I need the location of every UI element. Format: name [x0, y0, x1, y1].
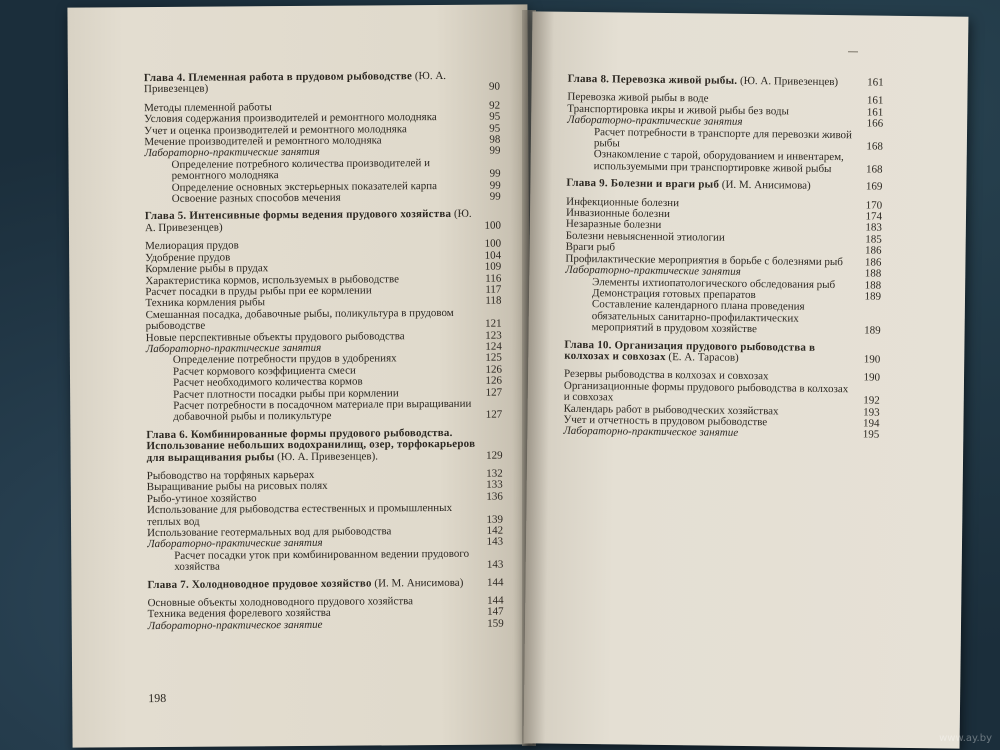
entry-title: Расчет потребности в транспорте для перевозки живой рыбы [593, 125, 853, 150]
entry-page-number: 116 [485, 272, 502, 285]
entry-title: Расчет потребности в посадочном материале при выращивании добавочной рыбы и поликультуре [173, 397, 472, 424]
entry-page-number: 159 [487, 617, 504, 630]
entry-title: Профилактические мероприятия в борьбе с болезнями рыб [565, 252, 843, 268]
chapter-section [144, 71, 501, 206]
chapter-title: Глава 7. Холодноводное прудовое хозяйство [147, 577, 372, 591]
entry-page-number: 161 [866, 106, 884, 119]
chapter-heading [145, 209, 501, 234]
toc-entry [567, 149, 883, 176]
chapter-section [563, 339, 880, 441]
chapter-section [146, 427, 503, 573]
chapter-page-number: 169 [865, 180, 883, 193]
entry-title: Выращивание рыбы на рисовых полях [146, 480, 328, 494]
chapter-title: Глава 4. Племенная работа в прудовом рыбоводстве [143, 70, 413, 85]
entry-page-number: 123 [485, 329, 502, 342]
entry-page-number: 147 [487, 606, 504, 619]
entry-page-number: 100 [484, 237, 502, 250]
chapter-heading [146, 427, 502, 464]
entry-page-number: 195 [862, 428, 880, 442]
chapter-title-block [566, 178, 856, 193]
entry-page-number: 188 [864, 278, 882, 292]
entry-page-number: 98 [489, 133, 501, 146]
left-page [67, 4, 532, 747]
chapter-heading [566, 178, 882, 193]
entry-title: Мелиорация прудов [145, 239, 239, 253]
entry-title: Расчет кормового коэффициента смеси [172, 364, 356, 378]
entry-title: Использование геотермальных вод для рыбоводства [147, 525, 392, 540]
chapter-page-number: 129 [486, 449, 503, 462]
practicum-heading: Лабораторно-практические занятия [567, 114, 743, 129]
entry-title: Болезни невыясненной этиологии [565, 229, 725, 244]
entry-title: Транспортировка икры и живой рыбы без воды [567, 102, 789, 118]
entry-page-number: 183 [865, 221, 882, 235]
entry-page-number: 143 [486, 558, 504, 571]
chapter-title: Глава 10. Организация прудового рыбоводства в колхозах и совхозах [564, 338, 816, 363]
entry-title: Враги рыб [565, 241, 616, 254]
entry-page-number: 118 [485, 294, 502, 308]
entry-title: Инвазионные болезни [565, 206, 670, 221]
print-mark [848, 51, 858, 52]
entry-page-number: 99 [489, 145, 501, 158]
entry-page-number: 99 [489, 179, 501, 192]
entry-title: Основные объекты холодноводного прудового хозяйства [147, 595, 414, 610]
entry-title: Характеристика кормов, используемых в рыбоводстве [145, 272, 400, 287]
toc-entry [563, 426, 879, 441]
chapter-author: (Ю. А. Привезенцев). [277, 450, 379, 463]
right-page [524, 11, 969, 748]
entry-page-number: 92 [489, 99, 501, 112]
practicum-heading: Лабораторно-практические занятия [145, 341, 322, 356]
entry-page-number: 185 [865, 233, 882, 246]
entry-page-number: 193 [863, 405, 880, 419]
entry-page-number: 189 [864, 324, 881, 337]
entry-title: Расчет посадки в пруды рыбы при ее кормлении [145, 284, 372, 298]
chapter-author: (Ю. А. Привезенцев) [143, 69, 447, 96]
chapter-page-number: 190 [863, 353, 881, 366]
chapter-title: Глава 6. Комбинированные формы прудового рыбоводства. Использование небольших водохранилищ, озер, торфокарьеров для выращивания рыбы [146, 426, 476, 464]
chapter-heading [564, 339, 880, 366]
chapter-heading [144, 71, 500, 96]
entry-title: Элементы ихтиопатологического обследования рыб [592, 275, 836, 291]
entry-title: Рыбоводство на торфяных карьерах [146, 468, 315, 483]
chapter-section [567, 74, 884, 176]
entry-title: Расчет необходимого количества кормов [173, 375, 363, 390]
entry-page-number: 142 [486, 524, 504, 537]
entry-page-number: 127 [485, 408, 503, 422]
toc-entry [146, 307, 502, 332]
practicum-heading: Лабораторно-практические занятия [565, 263, 741, 279]
table-of-contents-left [144, 71, 504, 639]
entry-page-number: 144 [487, 594, 504, 607]
entry-page-number: 170 [865, 199, 883, 212]
entry-page-number: 166 [866, 117, 884, 130]
chapter-section [147, 577, 503, 632]
chapter-section [565, 178, 883, 337]
chapter-title-block [144, 71, 474, 96]
toc-entry [148, 618, 504, 632]
table-of-contents-right [563, 74, 883, 448]
entry-title: Определение основных экстерьерных показателей карпа [171, 179, 438, 194]
entry-page-number: 192 [863, 394, 880, 407]
entry-page-number: 132 [486, 467, 503, 480]
entry-page-number: 174 [865, 210, 883, 223]
entry-title: Мечение производителей и ремонтного молодняка [144, 134, 382, 149]
entry-page-number: 139 [486, 513, 504, 526]
chapter-title-block [147, 577, 477, 591]
chapter-title-block [568, 74, 858, 89]
entry-title: Календарь работ в рыбоводческих хозяйствах [563, 402, 779, 417]
practicum-heading: Лабораторно-практические занятия [144, 146, 320, 160]
chapter-title: Глава 5. Интенсивные формы ведения прудового хозяйства [144, 208, 452, 223]
entry-page-number: 99 [489, 167, 501, 180]
chapter-author: (И. М. Анисимова) [374, 576, 464, 590]
toc-entry [144, 157, 500, 182]
chapter-title-block [146, 428, 476, 465]
entry-page-number: 104 [484, 249, 502, 262]
entry-page-number: 124 [485, 340, 502, 353]
entry-page-number: 121 [485, 317, 502, 330]
toc-entry [565, 299, 881, 337]
entry-page-number: 127 [485, 386, 503, 399]
entry-title: Определение потребного количества производителей и ремонтного молодняка [171, 156, 430, 183]
chapter-page-number: 90 [488, 81, 501, 94]
entry-title: Учет и отчетность в прудовом рыбоводстве [563, 413, 768, 429]
toc-entry [145, 192, 501, 206]
entry-page-number: 133 [486, 478, 503, 492]
entry-title: Методы племенной работы [144, 101, 272, 114]
entry-title: Ознакомление с тарой, оборудованием и инвентарем, используемыми при транспортировке живой рыбы [593, 148, 844, 175]
chapter-title: Глава 8. Перевозка живой рыбы. [567, 72, 738, 87]
chapter-page-number: 100 [484, 219, 501, 232]
entry-title: Новые перспективные объекты прудового рыбоводства [145, 329, 405, 344]
entry-page-number: 126 [485, 374, 503, 387]
chapter-title: Глава 9. Болезни и враги рыб [566, 177, 720, 191]
entry-page-number: 109 [484, 260, 502, 273]
entry-title: Расчет плотности посадки рыбы при кормлении [173, 386, 399, 401]
toc-entry [146, 399, 502, 424]
entry-title: Организационные формы прудового рыбоводства в колхозах и совхозах [563, 379, 849, 404]
practicum-heading: Лабораторно-практическое занятие [147, 618, 323, 632]
entry-title: Использование для рыбоводства естественных и промышленных теплых вод [146, 502, 453, 528]
practicum-heading: Лабораторно-практические занятия [147, 537, 323, 551]
chapter-author: (Ю. А. Привезенцев) [144, 208, 472, 234]
entry-title: Составление календарного плана проведения обязательных санитарно-профилактических мероприятий в прудовом хозяйстве [591, 298, 805, 336]
chapter-author: (Е. А. Тарасов) [668, 350, 739, 364]
toc-entry [147, 503, 503, 528]
entry-page-number: 161 [866, 94, 884, 108]
entry-page-number: 168 [866, 163, 883, 176]
entry-page-number: 189 [864, 290, 882, 303]
entry-title: Перевозка живой рыбы в воде [567, 91, 709, 105]
entry-title: Техника ведения форелевого хозяйства [147, 607, 331, 621]
chapter-heading [147, 577, 503, 591]
entry-title: Рыбо-утиное хозяйство [146, 492, 257, 505]
entry-title: Демонстрация готовых препаратов [591, 287, 756, 302]
entry-page-number: 194 [862, 417, 880, 430]
entry-page-number: 188 [864, 267, 882, 280]
entry-page-number: 136 [486, 490, 503, 503]
chapter-section [145, 209, 502, 424]
entry-title: Инфекционные болезни [566, 195, 680, 209]
chapter-page-number: 161 [867, 76, 884, 89]
page-number: 198 [148, 690, 167, 706]
entry-page-number: 95 [489, 110, 501, 123]
chapter-title-block [564, 339, 854, 365]
entry-page-number: 126 [485, 363, 503, 376]
entry-page-number: 190 [863, 371, 881, 384]
chapter-title-block [145, 209, 475, 234]
entry-title: Незаразные болезни [565, 218, 662, 232]
entry-title: Условия содержания производителей и ремонтного молодняка [144, 111, 437, 126]
chapter-author: (Ю. А. Привезенцев) [739, 74, 839, 89]
entry-title: Кормление рыбы в прудах [145, 262, 269, 276]
entry-title: Техника кормления рыбы [145, 296, 266, 310]
entry-page-number: 168 [866, 140, 883, 153]
entry-title: Освоение разных способов мечения [171, 191, 341, 205]
chapter-heading [568, 74, 884, 89]
entry-page-number: 186 [864, 256, 882, 269]
entry-title: Расчет посадки уток при комбинированном ведении прудового хозяйства [174, 547, 470, 574]
entry-title: Резервы рыбоводства в колхозах и совхозах [563, 368, 769, 383]
site-watermark: www.ay.by [939, 733, 992, 744]
entry-title: Смешанная посадка, добавочные рыбы, поликультура в прудовом рыбоводстве [145, 306, 454, 333]
entry-page-number: 95 [489, 122, 501, 135]
entry-title: Учет и оценка производителей и ремонтного молодняка [144, 122, 407, 137]
chapter-author: (И. М. Анисимова) [721, 178, 811, 193]
toc-entry [147, 548, 503, 573]
entry-page-number: 186 [865, 244, 882, 257]
practicum-heading: Лабораторно-практическое занятие [563, 425, 739, 440]
entry-title: Определение потребности прудов в удобрениях [172, 352, 397, 367]
entry-page-number: 117 [485, 283, 502, 296]
entry-page-number: 143 [486, 536, 504, 549]
chapter-page-number: 144 [486, 576, 504, 589]
entry-page-number: 99 [489, 190, 501, 203]
entry-page-number: 125 [485, 351, 502, 365]
entry-title: Удобрение прудов [145, 251, 231, 264]
